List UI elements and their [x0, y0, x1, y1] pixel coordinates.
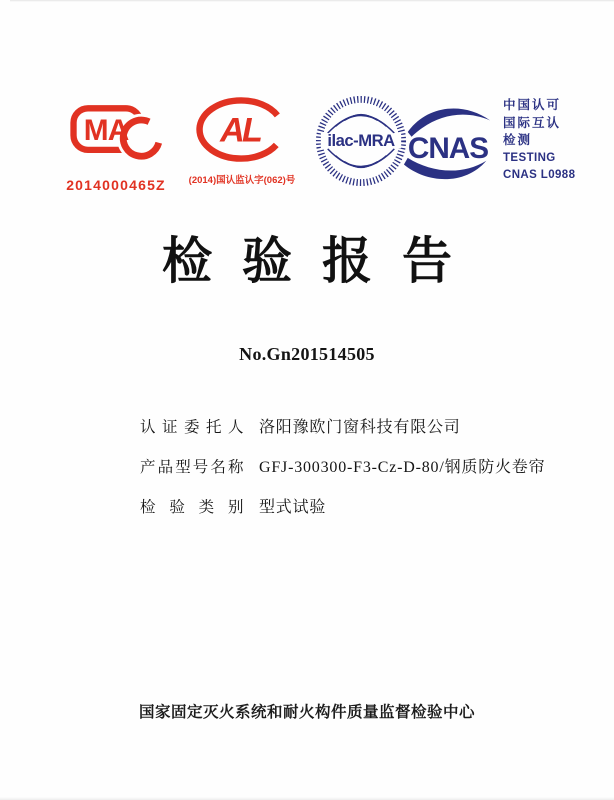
testing-center-name: 国家固定灭火系统和耐火构件质量监督检验中心 [138, 704, 475, 721]
cma-logo-block [62, 99, 170, 193]
ilac-mra-logo-block [314, 94, 408, 193]
report-number: No.Gn201514505 [239, 344, 375, 364]
cnas-letters: CNAS [407, 131, 489, 165]
accreditation-line: TESTING [503, 151, 556, 164]
field-label: 产品型号名称 [140, 459, 244, 476]
cma-icon [69, 99, 163, 170]
field-row-test-category [140, 496, 545, 519]
cnas-logo-block [402, 103, 494, 187]
field-value: 洛阳豫欧门窗科技有限公司 [259, 419, 461, 436]
cal-letters: AL [220, 111, 261, 150]
cal-certificate-number: (2014)国认监认字(062)号 [188, 175, 296, 186]
field-row-product-model [140, 456, 545, 479]
field-label: 检验类别 [140, 499, 244, 516]
accreditation-line: 中国认可 [503, 98, 562, 112]
cal-logo-block [176, 96, 308, 186]
ilac-mra-label: ilac-MRA [327, 130, 395, 150]
field-label: 认证委托人 [140, 419, 244, 436]
accreditation-line: 国际互认 [503, 115, 562, 130]
cnas-accreditation-text [503, 97, 579, 184]
field-value: 型式试验 [259, 499, 327, 516]
cnas-icon [402, 103, 494, 182]
field-row-applicant [140, 416, 545, 439]
page-title: 检验报告 [162, 233, 482, 289]
ilac-mra-icon [314, 94, 408, 188]
cma-letters: MA [83, 113, 129, 147]
report-fields [140, 416, 545, 536]
scan-edge-artifact [10, 0, 614, 2]
cma-certificate-number: 2014000465Z [66, 177, 166, 193]
accreditation-line: CNAS L0988 [503, 168, 576, 181]
field-value: GFJ-300300-F3-Cz-D-80/钢质防火卷帘 [259, 459, 546, 476]
cal-icon [194, 96, 290, 163]
accreditation-line: 检测 [503, 133, 533, 147]
